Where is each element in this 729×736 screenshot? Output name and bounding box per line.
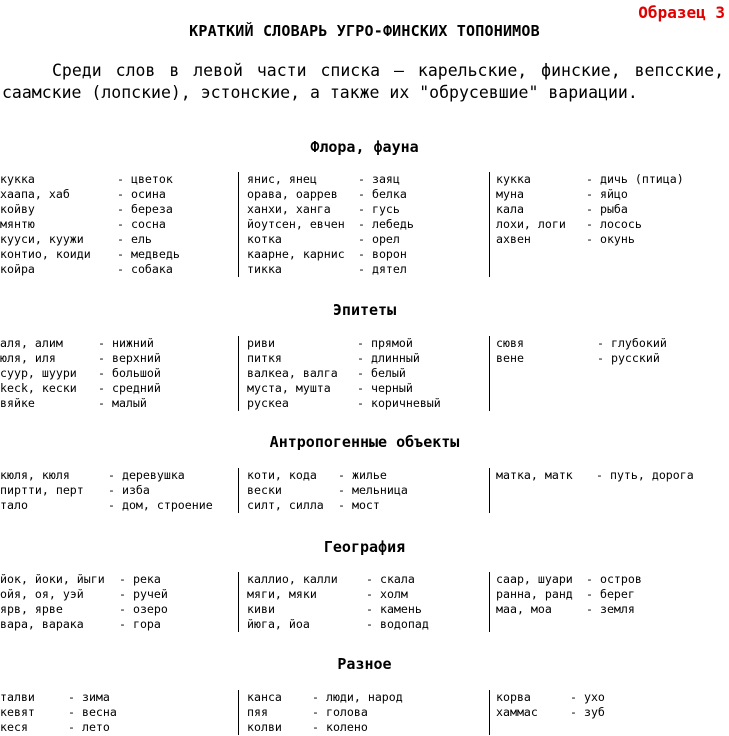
glossary-row <box>0 468 237 483</box>
russian-translation: - дом, строение <box>108 498 213 512</box>
finno-ugric-word: keck, кески <box>0 381 77 395</box>
russian-translation: - гусь <box>358 202 400 216</box>
russian-translation: - мост <box>338 498 380 512</box>
section-title: Разное <box>337 655 392 673</box>
finno-ugric-word: юля, иля <box>0 351 56 365</box>
glossary-row <box>0 187 237 202</box>
glossary-row <box>0 602 237 617</box>
finno-ugric-word: ойя, оя, уэй <box>0 587 84 601</box>
glossary-column <box>0 336 237 411</box>
glossary-column <box>489 572 729 632</box>
finno-ugric-word: йоутсен, евчен <box>247 217 345 231</box>
russian-translation: - путь, дорога <box>596 468 694 482</box>
glossary-row <box>490 232 729 247</box>
glossary-row <box>239 232 489 247</box>
finno-ugric-word: койву <box>0 202 35 216</box>
glossary-row <box>239 468 489 483</box>
finno-ugric-word: корва <box>496 690 531 704</box>
russian-translation: - ворон <box>358 247 407 261</box>
russian-translation: - рыба <box>586 202 628 216</box>
russian-translation: - остров <box>586 572 642 586</box>
glossary-row <box>490 587 729 602</box>
intro-paragraph: Среди слов в левой части списка – карельские, финские, вепсские, саамские (лопские), эстонские, а также их "обрусевшие" вариации. <box>2 61 724 102</box>
glossary-row <box>0 247 237 262</box>
russian-translation: - деревушка <box>108 468 185 482</box>
finno-ugric-word: кеся <box>0 720 28 734</box>
russian-translation: - нижний <box>98 336 154 350</box>
glossary-row <box>0 483 237 498</box>
russian-translation: - коричневый <box>357 396 441 410</box>
russian-translation: - лосось <box>586 217 642 231</box>
finno-ugric-word: коти, кода <box>247 468 317 482</box>
russian-translation: - белый <box>357 366 406 380</box>
glossary-row <box>490 187 729 202</box>
finno-ugric-word: вески <box>247 483 282 497</box>
russian-translation: - земля <box>586 602 635 616</box>
glossary-column <box>489 336 729 411</box>
russian-translation: - глубокий <box>597 336 667 350</box>
russian-translation: - озеро <box>119 602 168 616</box>
russian-translation: - заяц <box>358 172 400 186</box>
russian-translation: - дичь (птица) <box>586 172 684 186</box>
finno-ugric-word: кюля, кюля <box>0 468 70 482</box>
russian-translation: - длинный <box>357 351 420 365</box>
russian-translation: - весна <box>68 705 117 719</box>
russian-translation: - ухо <box>570 690 605 704</box>
russian-translation: - средний <box>98 381 161 395</box>
glossary-row <box>0 336 237 351</box>
glossary-row <box>239 720 489 735</box>
glossary-row <box>0 202 237 217</box>
russian-translation: - изба <box>108 483 150 497</box>
glossary-row <box>0 217 237 232</box>
section-title: Антропогенные объекты <box>269 433 460 451</box>
finno-ugric-word: талви <box>0 690 35 704</box>
finno-ugric-word: валкеа, валга <box>247 366 338 380</box>
russian-translation: - зуб <box>570 705 605 719</box>
glossary-row <box>239 483 489 498</box>
glossary-row <box>239 217 489 232</box>
russian-translation: - водопад <box>366 617 429 631</box>
russian-translation: - колено <box>312 720 368 734</box>
finno-ugric-word: ахвен <box>496 232 531 246</box>
russian-translation: - мельница <box>338 483 408 497</box>
russian-translation: - скала <box>366 572 415 586</box>
russian-translation: - прямой <box>357 336 413 350</box>
russian-translation: - берег <box>586 587 635 601</box>
finno-ugric-word: каллио, калли <box>247 572 338 586</box>
glossary-row <box>239 617 489 632</box>
section-title: География <box>323 538 406 556</box>
finno-ugric-word: котка <box>247 232 282 246</box>
finno-ugric-word: тало <box>0 498 28 512</box>
russian-translation: - дятел <box>358 262 407 276</box>
finno-ugric-word: хаммас <box>496 705 538 719</box>
finno-ugric-word: питкя <box>247 351 282 365</box>
glossary-column <box>238 572 489 632</box>
glossary-row <box>0 617 237 632</box>
finno-ugric-word: каарне, карнис <box>247 247 345 261</box>
finno-ugric-word: хаапа, хаб <box>0 187 70 201</box>
russian-translation: - гора <box>119 617 161 631</box>
glossary-row <box>490 336 729 351</box>
finno-ugric-word: сювя <box>496 336 524 350</box>
sample-label: Образец 3 <box>638 3 725 22</box>
russian-translation: - окунь <box>586 232 635 246</box>
glossary-row <box>0 381 237 396</box>
glossary-row <box>490 217 729 232</box>
glossary-column <box>0 468 237 513</box>
russian-translation: - береза <box>117 202 173 216</box>
glossary-row <box>0 396 237 411</box>
finno-ugric-word: канса <box>247 690 282 704</box>
finno-ugric-word: мянтю <box>0 217 35 231</box>
glossary-row <box>490 468 729 483</box>
glossary-row <box>239 366 489 381</box>
russian-translation: - лебедь <box>358 217 414 231</box>
glossary-row <box>0 498 237 513</box>
glossary-column <box>238 468 489 513</box>
russian-translation: - собака <box>117 262 173 276</box>
finno-ugric-word: рускеа <box>247 396 289 410</box>
glossary-row <box>239 572 489 587</box>
finno-ugric-word: орава, оаррев <box>247 187 338 201</box>
glossary-row <box>0 351 237 366</box>
finno-ugric-word: вяйке <box>0 396 35 410</box>
russian-translation: - ель <box>117 232 152 246</box>
russian-translation: - ручей <box>119 587 168 601</box>
russian-translation: - верхний <box>98 351 161 365</box>
glossary-row <box>0 366 237 381</box>
russian-translation: - орел <box>358 232 400 246</box>
russian-translation: - сосна <box>117 217 166 231</box>
finno-ugric-word: ранна, ранд <box>496 587 573 601</box>
glossary-row <box>239 172 489 187</box>
glossary-row <box>239 336 489 351</box>
glossary-row <box>0 587 237 602</box>
glossary-row <box>0 232 237 247</box>
section-title: Эпитеты <box>332 301 397 319</box>
glossary-column <box>238 336 489 411</box>
russian-translation: - русский <box>597 351 660 365</box>
glossary-row <box>239 351 489 366</box>
russian-translation: - осина <box>117 187 166 201</box>
russian-translation: - зима <box>68 690 110 704</box>
glossary-column <box>0 572 237 632</box>
glossary-row <box>239 690 489 705</box>
glossary-row <box>239 705 489 720</box>
glossary-row <box>490 602 729 617</box>
glossary-row <box>490 351 729 366</box>
glossary-row <box>239 247 489 262</box>
glossary-row <box>0 705 237 720</box>
finno-ugric-word: силт, силла <box>247 498 324 512</box>
finno-ugric-word: саар, шуари <box>496 572 573 586</box>
glossary-column <box>238 690 489 735</box>
glossary-column <box>238 172 489 277</box>
russian-translation: - жилье <box>338 468 387 482</box>
glossary-row <box>0 720 237 735</box>
document-title: КРАТКИЙ СЛОВАРЬ УГРО-ФИНСКИХ ТОПОНИМОВ <box>189 22 540 40</box>
russian-translation: - камень <box>366 602 422 616</box>
glossary-row <box>0 690 237 705</box>
finno-ugric-word: пиртти, перт <box>0 483 84 497</box>
russian-translation: - цветок <box>117 172 173 186</box>
russian-translation: - холм <box>366 587 408 601</box>
finno-ugric-word: колви <box>247 720 282 734</box>
glossary-row <box>239 587 489 602</box>
russian-translation: - медведь <box>117 247 180 261</box>
finno-ugric-word: йюга, йоа <box>247 617 310 631</box>
russian-translation: - черный <box>357 381 413 395</box>
glossary-column <box>489 172 729 277</box>
russian-translation: - люди, народ <box>312 690 403 704</box>
glossary-row <box>239 381 489 396</box>
finno-ugric-word: йок, йоки, йыги <box>0 572 105 586</box>
finno-ugric-word: аля, алим <box>0 336 63 350</box>
russian-translation: - малый <box>98 396 147 410</box>
finno-ugric-word: ярв, ярве <box>0 602 63 616</box>
finno-ugric-word: муна <box>496 187 524 201</box>
finno-ugric-word: вара, варака <box>0 617 84 631</box>
finno-ugric-word: пяя <box>247 705 268 719</box>
glossary-row <box>490 202 729 217</box>
glossary-row <box>490 572 729 587</box>
finno-ugric-word: матка, матк <box>496 468 573 482</box>
finno-ugric-word: ханхи, ханга <box>247 202 331 216</box>
russian-translation: - белка <box>358 187 407 201</box>
finno-ugric-word: янис, янец <box>247 172 317 186</box>
finno-ugric-word: риви <box>247 336 275 350</box>
finno-ugric-word: кевят <box>0 705 35 719</box>
glossary-row <box>239 202 489 217</box>
finno-ugric-word: кукка <box>496 172 531 186</box>
glossary-row <box>239 498 489 513</box>
finno-ugric-word: суур, шуури <box>0 366 77 380</box>
finno-ugric-word: киви <box>247 602 275 616</box>
glossary-row <box>0 262 237 277</box>
section-title: Флора, фауна <box>310 138 419 156</box>
glossary-row <box>239 187 489 202</box>
finno-ugric-word: тикка <box>247 262 282 276</box>
glossary-row <box>490 705 729 720</box>
glossary-row <box>239 602 489 617</box>
finno-ugric-word: муста, мушта <box>247 381 331 395</box>
finno-ugric-word: кала <box>496 202 524 216</box>
finno-ugric-word: кукка <box>0 172 35 186</box>
glossary-row <box>490 690 729 705</box>
glossary-column <box>0 172 237 277</box>
finno-ugric-word: контио, коиди <box>0 247 91 261</box>
finno-ugric-word: койра <box>0 262 35 276</box>
russian-translation: - большой <box>98 366 161 380</box>
russian-translation: - река <box>119 572 161 586</box>
glossary-row <box>239 396 489 411</box>
glossary-column <box>489 690 729 735</box>
finno-ugric-word: лохи, логи <box>496 217 566 231</box>
glossary-column <box>0 690 237 735</box>
glossary-row <box>239 262 489 277</box>
russian-translation: - лето <box>68 720 110 734</box>
russian-translation: - яйцо <box>586 187 628 201</box>
finno-ugric-word: мяги, мяки <box>247 587 317 601</box>
glossary-row <box>0 572 237 587</box>
glossary-column <box>489 468 729 513</box>
glossary-row <box>0 172 237 187</box>
finno-ugric-word: кууси, куужи <box>0 232 84 246</box>
russian-translation: - голова <box>312 705 368 719</box>
glossary-row <box>490 172 729 187</box>
finno-ugric-word: вене <box>496 351 524 365</box>
finno-ugric-word: маа, моа <box>496 602 552 616</box>
